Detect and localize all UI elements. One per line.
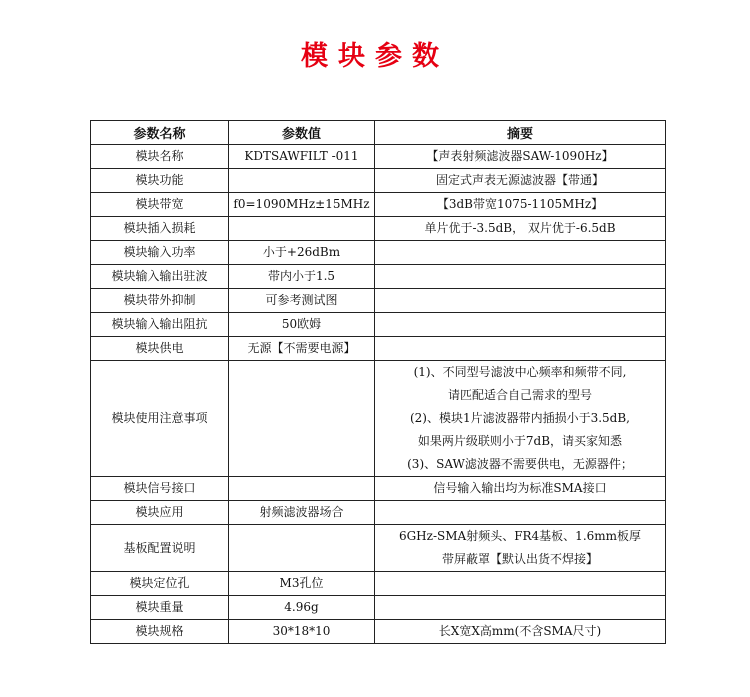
summary-line: 6GHz-SMA射频头、FR4基板、1.6mm板厚 — [398, 529, 642, 543]
summary-cell — [375, 241, 666, 265]
summary-cell — [375, 193, 666, 217]
summary-cell — [375, 265, 666, 289]
param-value-cell: f0=1090MHz±15MHz — [229, 193, 375, 217]
param-value-cell — [229, 525, 375, 572]
summary-cell — [375, 145, 666, 169]
summary-line: 【声表射频滤波器SAW-1090Hz】 — [426, 149, 614, 163]
summary-line: 信号输入输出均为标准SMA接口 — [433, 481, 607, 495]
page-title: 模块参数 — [301, 41, 449, 72]
table-row — [91, 477, 666, 501]
summary-line: 【3dB带宽1075-1105MHz】 — [436, 197, 604, 211]
table-row — [91, 596, 666, 620]
summary-cell — [375, 313, 666, 337]
param-name-cell: 模块名称 — [91, 145, 229, 169]
summary-cell — [375, 217, 666, 241]
table-header-row — [91, 121, 666, 145]
param-value-cell: 30*18*10 — [229, 620, 375, 644]
param-value-cell: 射频滤波器场合 — [229, 501, 375, 525]
table-row — [91, 313, 666, 337]
table-row — [91, 241, 666, 265]
param-value-cell: M3孔位 — [229, 572, 375, 596]
param-name-cell: 模块带宽 — [91, 193, 229, 217]
summary-line: (3)、SAW滤波器不需要供电，无源器件； — [407, 457, 633, 471]
param-name-cell: 模块输入输出驻波 — [91, 265, 229, 289]
table-row — [91, 193, 666, 217]
summary-cell — [375, 169, 666, 193]
param-value-cell — [229, 477, 375, 501]
summary-line: 固定式声表无源滤波器【带通】 — [435, 173, 604, 187]
param-name-cell: 模块供电 — [91, 337, 229, 361]
summary-line — [379, 289, 661, 312]
summary-line — [379, 313, 661, 336]
param-value-cell — [229, 361, 375, 477]
param-name-cell: 模块重量 — [91, 596, 229, 620]
table-row — [91, 501, 666, 525]
summary-line — [379, 241, 661, 264]
param-value-cell: 无源【不需要电源】 — [229, 337, 375, 361]
param-name-cell: 模块插入损耗 — [91, 217, 229, 241]
param-name-cell: 模块应用 — [91, 501, 229, 525]
summary-line — [379, 265, 661, 288]
summary-cell — [375, 361, 666, 477]
header-param-value: 参数值 — [229, 121, 375, 145]
summary-cell — [375, 337, 666, 361]
param-value-cell: 小于+26dBm — [229, 241, 375, 265]
param-name-cell: 模块带外抑制 — [91, 289, 229, 313]
summary-cell — [375, 572, 666, 596]
table-row — [91, 361, 666, 477]
param-name-cell: 基板配置说明 — [91, 525, 229, 572]
param-name-cell: 模块功能 — [91, 169, 229, 193]
param-value-cell: 可参考测试图 — [229, 289, 375, 313]
summary-cell — [375, 477, 666, 501]
table-row — [91, 265, 666, 289]
summary-cell — [375, 289, 666, 313]
summary-line: 单片优于-3.5dB， 双片优于-6.5dB — [424, 221, 616, 235]
param-name-cell: 模块输入输出阻抗 — [91, 313, 229, 337]
table-row — [91, 169, 666, 193]
param-value-cell — [229, 217, 375, 241]
param-value-cell: 带内小于1.5 — [229, 265, 375, 289]
param-name-cell: 模块输入功率 — [91, 241, 229, 265]
table-row — [91, 525, 666, 572]
summary-cell — [375, 525, 666, 572]
summary-line — [379, 596, 661, 619]
table-body — [91, 145, 666, 644]
summary-line: (1)、不同型号滤波中心频率和频带不同, — [413, 365, 627, 379]
param-value-cell: 4.96g — [229, 596, 375, 620]
summary-line: 带屏蔽罩【默认出货不焊接】 — [441, 552, 598, 566]
summary-line — [379, 501, 661, 524]
header-param-name: 参数名称 — [91, 121, 229, 145]
table-row — [91, 620, 666, 644]
parameter-table — [90, 120, 666, 644]
summary-cell — [375, 620, 666, 644]
summary-line: 长X宽X高mm(不含SMA尺寸) — [438, 624, 602, 638]
param-name-cell: 模块定位孔 — [91, 572, 229, 596]
header-summary: 摘要 — [375, 121, 666, 145]
summary-line: 请匹配适合自己需求的型号 — [447, 388, 592, 402]
summary-line — [379, 572, 661, 595]
table-row — [91, 572, 666, 596]
param-name-cell: 模块使用注意事项 — [91, 361, 229, 477]
table-row — [91, 337, 666, 361]
table-row — [91, 289, 666, 313]
param-value-cell: 50欧姆 — [229, 313, 375, 337]
summary-line — [379, 337, 661, 360]
table-row — [91, 217, 666, 241]
param-name-cell: 模块规格 — [91, 620, 229, 644]
param-value-cell: KDTSAWFILT -011 — [229, 145, 375, 169]
table-row — [91, 145, 666, 169]
summary-cell — [375, 501, 666, 525]
param-name-cell: 模块信号接口 — [91, 477, 229, 501]
summary-line: 如果两片级联则小于7dB，请买家知悉 — [417, 434, 623, 448]
summary-line: (2)、模块1片滤波器带内插损小于3.5dB, — [409, 411, 631, 425]
summary-cell — [375, 596, 666, 620]
param-value-cell — [229, 169, 375, 193]
